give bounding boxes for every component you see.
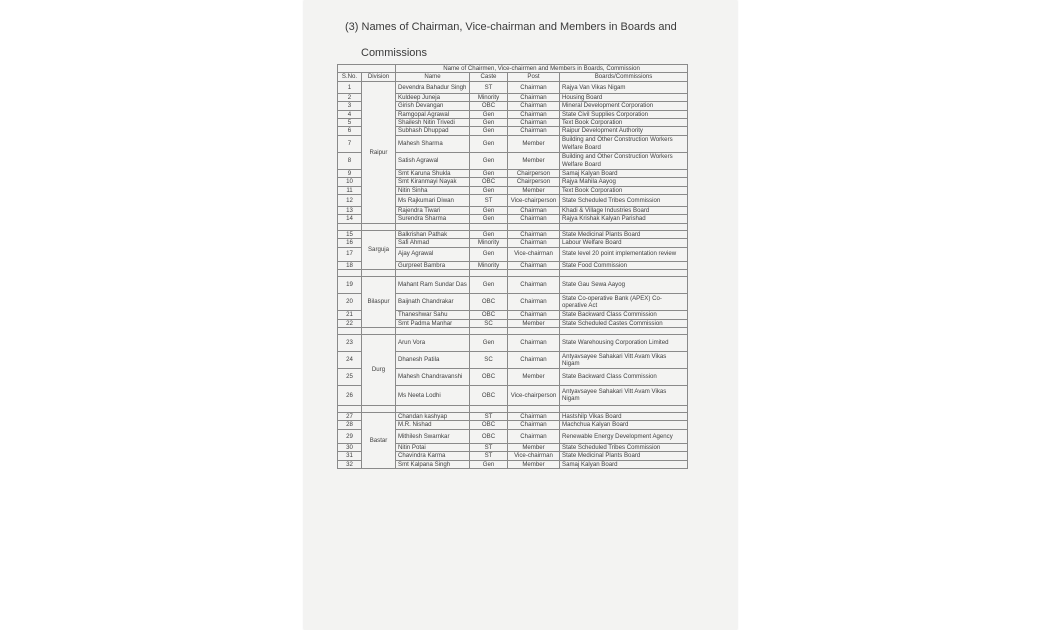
name-cell: Dhanesh Patila: [396, 351, 470, 368]
post-cell: Chairman: [508, 239, 560, 247]
column-header: Boards/Commissions: [560, 73, 688, 81]
caste-cell: ST: [470, 81, 508, 93]
caste-cell: Gen: [470, 119, 508, 127]
name-cell: Baijnath Chandrakar: [396, 294, 470, 311]
board-commission-cell: Rajya Mahila Aayog: [560, 178, 688, 186]
heading-line-2: Commissions: [361, 47, 428, 59]
board-commission-cell: Text Book Corporation: [560, 186, 688, 194]
caste-cell: Gen: [470, 215, 508, 223]
board-commission-cell: State Scheduled Tribes Commission: [560, 195, 688, 207]
board-commission-cell: State Warehousing Corporation Limited: [560, 334, 688, 351]
post-cell: Vice-chairperson: [508, 195, 560, 207]
post-cell: Vice-chairperson: [508, 385, 560, 405]
post-cell: Chairman: [508, 311, 560, 319]
serial-number-cell: 28: [338, 421, 362, 429]
serial-number-cell: 15: [338, 230, 362, 238]
serial-number-cell: 11: [338, 186, 362, 194]
heading-line-1: (3) Names of Chairman, Vice-chairman and Members in Boards and: [345, 21, 677, 33]
table-row: [338, 412, 688, 420]
post-cell: Chairman: [508, 351, 560, 368]
serial-number-cell: 9: [338, 169, 362, 177]
name-cell: Mahesh Chandravanshi: [396, 368, 470, 385]
board-commission-cell: State Scheduled Castes Commission: [560, 319, 688, 327]
post-cell: Chairman: [508, 277, 560, 294]
name-cell: Ajay Agrawal: [396, 247, 470, 261]
serial-number-cell: 32: [338, 460, 362, 468]
board-commission-cell: Samaj Kalyan Board: [560, 460, 688, 468]
name-cell: Ms Neeta Lodhi: [396, 385, 470, 405]
caste-cell: Gen: [470, 277, 508, 294]
post-cell: Chairperson: [508, 169, 560, 177]
post-cell: Member: [508, 460, 560, 468]
post-cell: Chairman: [508, 81, 560, 93]
board-commission-cell: State Medicinal Plants Board: [560, 230, 688, 238]
board-commission-cell: State Medicinal Plants Board: [560, 452, 688, 460]
name-cell: Shailesh Nitin Trivedi: [396, 119, 470, 127]
caste-cell: Minority: [470, 261, 508, 269]
serial-number-cell: 27: [338, 412, 362, 420]
caste-cell: OBC: [470, 102, 508, 110]
caste-cell: OBC: [470, 311, 508, 319]
board-commission-cell: Building and Other Construction Workers Welfare Board: [560, 152, 688, 169]
post-cell: Member: [508, 152, 560, 169]
name-cell: Girish Devangan: [396, 102, 470, 110]
caste-cell: ST: [470, 412, 508, 420]
caste-cell: ST: [470, 452, 508, 460]
serial-number-cell: 31: [338, 452, 362, 460]
caste-cell: OBC: [470, 368, 508, 385]
post-cell: Vice-chairman: [508, 452, 560, 460]
post-cell: Chairman: [508, 215, 560, 223]
board-commission-cell: Hastshilp Vikas Board: [560, 412, 688, 420]
name-cell: Satish Agrawal: [396, 152, 470, 169]
board-commission-cell: State Backward Class Commission: [560, 311, 688, 319]
serial-number-cell: 3: [338, 102, 362, 110]
board-commission-cell: Mineral Development Corporation: [560, 102, 688, 110]
serial-number-cell: 12: [338, 195, 362, 207]
group-separator: [338, 223, 688, 230]
caste-cell: Gen: [470, 186, 508, 194]
post-cell: Chairman: [508, 429, 560, 443]
serial-number-cell: 29: [338, 429, 362, 443]
table-caption-spacer: [338, 65, 396, 73]
board-commission-cell: Text Book Corporation: [560, 119, 688, 127]
caste-cell: Gen: [470, 207, 508, 215]
caste-cell: Gen: [470, 110, 508, 118]
board-commission-cell: Housing Board: [560, 93, 688, 101]
caste-cell: OBC: [470, 429, 508, 443]
board-commission-cell: Samaj Kalyan Board: [560, 169, 688, 177]
division-cell: Durg: [362, 334, 396, 405]
serial-number-cell: 10: [338, 178, 362, 186]
name-cell: Kuldeep Juneja: [396, 93, 470, 101]
board-commission-cell: State Gau Sewa Aayog: [560, 277, 688, 294]
name-cell: Mahant Ram Sundar Das: [396, 277, 470, 294]
name-cell: Devendra Bahadur Singh: [396, 81, 470, 93]
serial-number-cell: 19: [338, 277, 362, 294]
post-cell: Chairman: [508, 93, 560, 101]
caste-cell: Gen: [470, 169, 508, 177]
serial-number-cell: 4: [338, 110, 362, 118]
post-cell: Member: [508, 368, 560, 385]
name-cell: Ramgopal Agrawal: [396, 110, 470, 118]
name-cell: Safi Ahmad: [396, 239, 470, 247]
caste-cell: OBC: [470, 421, 508, 429]
serial-number-cell: 5: [338, 119, 362, 127]
serial-number-cell: 8: [338, 152, 362, 169]
board-commission-cell: State level 20 point implementation review: [560, 247, 688, 261]
board-commission-cell: State Scheduled Tribes Commission: [560, 443, 688, 451]
name-cell: Thaneshwar Sahu: [396, 311, 470, 319]
name-cell: Mithilesh Swarnkar: [396, 429, 470, 443]
serial-number-cell: 14: [338, 215, 362, 223]
table-row: [338, 277, 688, 294]
caste-cell: Minority: [470, 93, 508, 101]
board-commission-cell: Renewable Energy Development Agency: [560, 429, 688, 443]
name-cell: Smt Karuna Shukla: [396, 169, 470, 177]
name-cell: Mahesh Sharma: [396, 135, 470, 152]
caste-cell: Gen: [470, 334, 508, 351]
name-cell: Nitin Potai: [396, 443, 470, 451]
table-row: [338, 334, 688, 351]
caste-cell: OBC: [470, 294, 508, 311]
post-cell: Chairman: [508, 102, 560, 110]
serial-number-cell: 21: [338, 311, 362, 319]
name-cell: Smt Padma Manhar: [396, 319, 470, 327]
name-cell: Subhash Dhuppad: [396, 127, 470, 135]
caste-cell: ST: [470, 443, 508, 451]
post-cell: Member: [508, 135, 560, 152]
board-commission-cell: Antyavsayee Sahakari Vitt Avam Vikas Nigam: [560, 385, 688, 405]
name-cell: Chavindra Karma: [396, 452, 470, 460]
column-header: Name: [396, 73, 470, 81]
name-cell: Chandan kashyap: [396, 412, 470, 420]
board-commission-cell: Raipur Development Authority: [560, 127, 688, 135]
post-cell: Chairman: [508, 230, 560, 238]
name-cell: Arun Vora: [396, 334, 470, 351]
serial-number-cell: 23: [338, 334, 362, 351]
post-cell: Chairman: [508, 110, 560, 118]
serial-number-cell: 20: [338, 294, 362, 311]
board-commission-cell: State Co-operative Bank (APEX) Co-operative Act: [560, 294, 688, 311]
post-cell: Member: [508, 443, 560, 451]
serial-number-cell: 2: [338, 93, 362, 101]
group-separator: [338, 405, 688, 412]
serial-number-cell: 30: [338, 443, 362, 451]
table-body: [338, 81, 688, 468]
name-cell: Smt Kiranmayi Nayak: [396, 178, 470, 186]
name-cell: Rajendra Tiwari: [396, 207, 470, 215]
caste-cell: OBC: [470, 178, 508, 186]
serial-number-cell: 1: [338, 81, 362, 93]
caste-cell: ST: [470, 195, 508, 207]
name-cell: Gurpreet Bambra: [396, 261, 470, 269]
board-commission-cell: Rajya Van Vikas Nigam: [560, 81, 688, 93]
caste-cell: Gen: [470, 247, 508, 261]
board-commission-cell: Rajya Krishak Kalyan Parishad: [560, 215, 688, 223]
caste-cell: Gen: [470, 152, 508, 169]
post-cell: Chairman: [508, 334, 560, 351]
board-commission-cell: Khadi & Village Industries Board: [560, 207, 688, 215]
name-cell: Nitin Sinha: [396, 186, 470, 194]
serial-number-cell: 16: [338, 239, 362, 247]
name-cell: Surendra Sharma: [396, 215, 470, 223]
serial-number-cell: 13: [338, 207, 362, 215]
serial-number-cell: 22: [338, 319, 362, 327]
post-cell: Member: [508, 186, 560, 194]
post-cell: Chairman: [508, 294, 560, 311]
post-cell: Member: [508, 319, 560, 327]
table-row: [338, 230, 688, 238]
division-cell: Raipur: [362, 81, 396, 223]
post-cell: Vice-chairman: [508, 247, 560, 261]
post-cell: Chairman: [508, 119, 560, 127]
caste-cell: Gen: [470, 230, 508, 238]
name-cell: Smt Kalpana Singh: [396, 460, 470, 468]
serial-number-cell: 6: [338, 127, 362, 135]
column-header: Post: [508, 73, 560, 81]
serial-number-cell: 18: [338, 261, 362, 269]
post-cell: Chairperson: [508, 178, 560, 186]
name-cell: M.R. Nishad: [396, 421, 470, 429]
post-cell: Chairman: [508, 207, 560, 215]
caste-cell: SC: [470, 351, 508, 368]
column-header: S.No.: [338, 73, 362, 81]
table-caption: Name of Chairmen, Vice-chairmen and Members in Boards, Commission: [396, 65, 688, 73]
serial-number-cell: 24: [338, 351, 362, 368]
document-heading: [345, 14, 691, 66]
post-cell: Chairman: [508, 127, 560, 135]
serial-number-cell: 26: [338, 385, 362, 405]
board-commission-cell: State Backward Class Commission: [560, 368, 688, 385]
division-cell: Bastar: [362, 412, 396, 468]
serial-number-cell: 7: [338, 135, 362, 152]
table-header-row: [338, 73, 688, 81]
post-cell: Chairman: [508, 412, 560, 420]
post-cell: Chairman: [508, 261, 560, 269]
caste-cell: SC: [470, 319, 508, 327]
board-commission-cell: Machchua Kalyan Board: [560, 421, 688, 429]
column-header: Caste: [470, 73, 508, 81]
group-separator: [338, 270, 688, 277]
division-cell: Sarguja: [362, 230, 396, 269]
caste-cell: Gen: [470, 135, 508, 152]
board-commission-cell: Antyavsayee Sahakari Vitt Avam Vikas Nigam: [560, 351, 688, 368]
name-cell: Balkrishan Pathak: [396, 230, 470, 238]
caste-cell: Gen: [470, 460, 508, 468]
group-separator: [338, 327, 688, 334]
caste-cell: Gen: [470, 127, 508, 135]
name-cell: Ms Rajkumari Diwan: [396, 195, 470, 207]
serial-number-cell: 25: [338, 368, 362, 385]
caste-cell: OBC: [470, 385, 508, 405]
board-commission-cell: State Civil Supplies Corporation: [560, 110, 688, 118]
post-cell: Chairman: [508, 421, 560, 429]
board-commission-cell: Building and Other Construction Workers Welfare Board: [560, 135, 688, 152]
serial-number-cell: 17: [338, 247, 362, 261]
members-table: [337, 64, 688, 469]
column-header: Division: [362, 73, 396, 81]
board-commission-cell: State Food Commission: [560, 261, 688, 269]
table-row: [338, 81, 688, 93]
board-commission-cell: Labour Welfare Board: [560, 239, 688, 247]
division-cell: Bilaspur: [362, 277, 396, 328]
caste-cell: Minority: [470, 239, 508, 247]
